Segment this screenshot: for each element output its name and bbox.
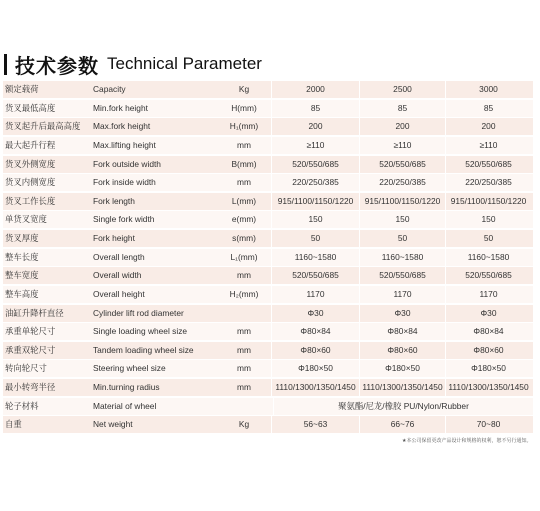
value-2000: 50 xyxy=(271,230,359,247)
param-name-zh: 单货叉宽度 xyxy=(5,214,47,225)
param-name-en: Min.fork height xyxy=(93,102,148,113)
table-row xyxy=(3,267,533,284)
value-2500: 85 xyxy=(359,100,445,117)
value-3000: 520/550/685 xyxy=(445,267,531,284)
value-3000: ≥110 xyxy=(445,137,531,154)
value-3000: 220/250/385 xyxy=(445,174,531,191)
param-name-en: Max.lifting height xyxy=(93,139,156,150)
value-2500: 520/550/685 xyxy=(359,156,445,173)
value-2500: Φ80×84 xyxy=(359,323,445,340)
value-2000: Φ80×60 xyxy=(271,342,359,359)
value-3000: 1110/1300/1350/1450 xyxy=(445,379,531,396)
table-row xyxy=(3,323,533,340)
param-name-zh: 额定载荷 xyxy=(5,84,39,94)
param-name-zh: 承重单轮尺寸 xyxy=(5,326,56,337)
table-row xyxy=(3,193,533,210)
section-heading xyxy=(4,50,262,78)
table-row-material xyxy=(3,398,533,415)
param-unit: H₁(mm) xyxy=(229,121,259,132)
param-unit xyxy=(209,398,273,415)
value-2500: Φ80×60 xyxy=(359,342,445,359)
value-3000: 3000 xyxy=(445,81,531,98)
param-unit: mm xyxy=(237,363,251,374)
table-row xyxy=(3,81,533,98)
value-2000: Φ30 xyxy=(271,305,359,322)
value-2000: 85 xyxy=(271,100,359,117)
param-name-en: Capacity xyxy=(93,84,126,94)
table-row xyxy=(3,305,533,322)
param-unit: e(mm) xyxy=(231,214,257,225)
value-2500: ≥110 xyxy=(359,137,445,154)
table-row xyxy=(3,286,533,303)
value-2500: 915/1100/1150/1220 xyxy=(359,193,445,210)
value-3000: Φ30 xyxy=(445,305,531,322)
param-unit: H(mm) xyxy=(231,102,257,113)
value-3000: 1170 xyxy=(445,286,531,303)
spec-table xyxy=(3,81,533,435)
param-name-en: Steering wheel size xyxy=(93,363,166,374)
value-3000: 200 xyxy=(445,118,531,135)
value-3000: Φ80×60 xyxy=(445,342,531,359)
param-unit: B(mm) xyxy=(231,158,257,169)
param-name-zh: 整车宽度 xyxy=(5,270,39,281)
table-row xyxy=(3,249,533,266)
value-2500: 150 xyxy=(359,211,445,228)
heading-bar xyxy=(4,54,7,75)
param-name-en: Single loading wheel size xyxy=(93,326,188,337)
param-name-zh: 承重双轮尺寸 xyxy=(5,344,56,355)
param-unit: mm xyxy=(237,177,251,188)
param-name-zh: 整车高度 xyxy=(5,288,39,299)
value-2000: 2000 xyxy=(271,81,359,98)
param-unit: mm xyxy=(237,344,251,355)
param-name-zh: 整车长度 xyxy=(5,251,39,262)
table-row xyxy=(3,211,533,228)
param-unit: Kg xyxy=(238,419,250,430)
param-unit: mm xyxy=(237,326,251,337)
value-3000: 150 xyxy=(445,211,531,228)
value-2000: 200 xyxy=(271,118,359,135)
param-unit xyxy=(209,305,273,322)
param-name-zh: 货叉外侧宽度 xyxy=(5,158,56,169)
value-3000: 520/550/685 xyxy=(445,156,531,173)
param-name-en: Material of wheel xyxy=(93,400,157,411)
param-unit: mm xyxy=(237,382,251,392)
value-2000: Φ180×50 xyxy=(271,360,359,377)
param-name-zh: 油缸升降杆直径 xyxy=(5,307,64,318)
table-row xyxy=(3,100,533,117)
table-row xyxy=(3,174,533,191)
param-name-en: Fork height xyxy=(93,233,135,243)
param-name-zh: 转向轮尺寸 xyxy=(5,363,47,374)
value-3000: 70~80 xyxy=(445,416,531,433)
param-name-en: Single fork width xyxy=(93,214,155,225)
param-name-en: Fork length xyxy=(93,195,135,206)
param-name-zh: 货叉起升后最高高度 xyxy=(5,121,81,132)
value-3000: 915/1100/1150/1220 xyxy=(445,193,531,210)
table-row-weight xyxy=(3,416,533,433)
value-2000: 220/250/385 xyxy=(271,174,359,191)
param-name-en: Fork outside width xyxy=(93,158,161,169)
table-row xyxy=(3,230,533,247)
value-2500: 1110/1300/1350/1450 xyxy=(359,379,445,396)
value-2500: Φ30 xyxy=(359,305,445,322)
value-3000: Φ180×50 xyxy=(445,360,531,377)
param-name-zh: 货叉厚度 xyxy=(5,233,39,243)
value-2500: 220/250/385 xyxy=(359,174,445,191)
material-value: 聚氨酯/尼龙/橡胶 PU/Nylon/Rubber xyxy=(273,398,533,415)
param-unit: H₂(mm) xyxy=(229,288,259,299)
value-3000: 1160~1580 xyxy=(445,249,531,266)
value-2500: 2500 xyxy=(359,81,445,98)
heading-title-en: Technical Parameter xyxy=(107,54,262,73)
value-2000: Φ80×84 xyxy=(271,323,359,340)
table-row xyxy=(3,342,533,359)
value-3000: 50 xyxy=(445,230,531,247)
param-name-zh: 货叉最低高度 xyxy=(5,102,56,113)
value-2000: ≥110 xyxy=(271,137,359,154)
param-name-zh: 自重 xyxy=(5,419,22,430)
value-3000: 85 xyxy=(445,100,531,117)
table-row xyxy=(3,137,533,154)
param-name-en: Overall length xyxy=(93,251,145,262)
param-name-en: Min.turning radius xyxy=(93,382,160,392)
param-unit: L(mm) xyxy=(231,195,257,206)
value-2500: 66~76 xyxy=(359,416,445,433)
value-2000: 1110/1300/1350/1450 xyxy=(271,379,359,396)
value-2000: 150 xyxy=(271,211,359,228)
param-name-zh: 货叉内侧宽度 xyxy=(5,177,56,188)
param-name-zh: 最小转弯半径 xyxy=(5,382,56,392)
table-row xyxy=(3,379,533,396)
value-2000: 1160~1580 xyxy=(271,249,359,266)
param-unit: L₁(mm) xyxy=(230,251,258,262)
value-2000: 56~63 xyxy=(271,416,359,433)
param-name-en: Net weight xyxy=(93,419,133,430)
param-name-zh: 最大起升行程 xyxy=(5,139,56,150)
param-name-en: Max.fork height xyxy=(93,121,151,132)
param-name-en: Overall height xyxy=(93,288,145,299)
value-2000: 1170 xyxy=(271,286,359,303)
param-unit: mm xyxy=(237,270,251,281)
value-2500: Φ180×50 xyxy=(359,360,445,377)
param-name-zh: 货叉工作长度 xyxy=(5,195,56,206)
value-3000: Φ80×84 xyxy=(445,323,531,340)
table-row xyxy=(3,118,533,135)
value-2000: 915/1100/1150/1220 xyxy=(271,193,359,210)
footnote: ★本公司保留更改产品设计和规格的权利，恕不另行通知。 xyxy=(402,438,532,444)
value-2500: 200 xyxy=(359,118,445,135)
param-name-en: Overall width xyxy=(93,270,142,281)
param-unit: s(mm) xyxy=(232,233,256,243)
param-name-zh: 轮子材料 xyxy=(5,400,39,411)
value-2000: 520/550/685 xyxy=(271,267,359,284)
value-2500: 50 xyxy=(359,230,445,247)
table-row xyxy=(3,360,533,377)
heading-title-zh: 技术参数 xyxy=(15,53,99,78)
value-2000: 520/550/685 xyxy=(271,156,359,173)
param-unit: Kg xyxy=(238,84,250,94)
value-2500: 1170 xyxy=(359,286,445,303)
param-name-en: Cylinder lift rod diameter xyxy=(93,307,184,318)
value-2500: 1160~1580 xyxy=(359,249,445,266)
table-row xyxy=(3,156,533,173)
param-unit: mm xyxy=(237,139,251,150)
value-2500: 520/550/685 xyxy=(359,267,445,284)
param-name-en: Tandem loading wheel size xyxy=(93,344,194,355)
param-name-en: Fork inside width xyxy=(93,177,156,188)
